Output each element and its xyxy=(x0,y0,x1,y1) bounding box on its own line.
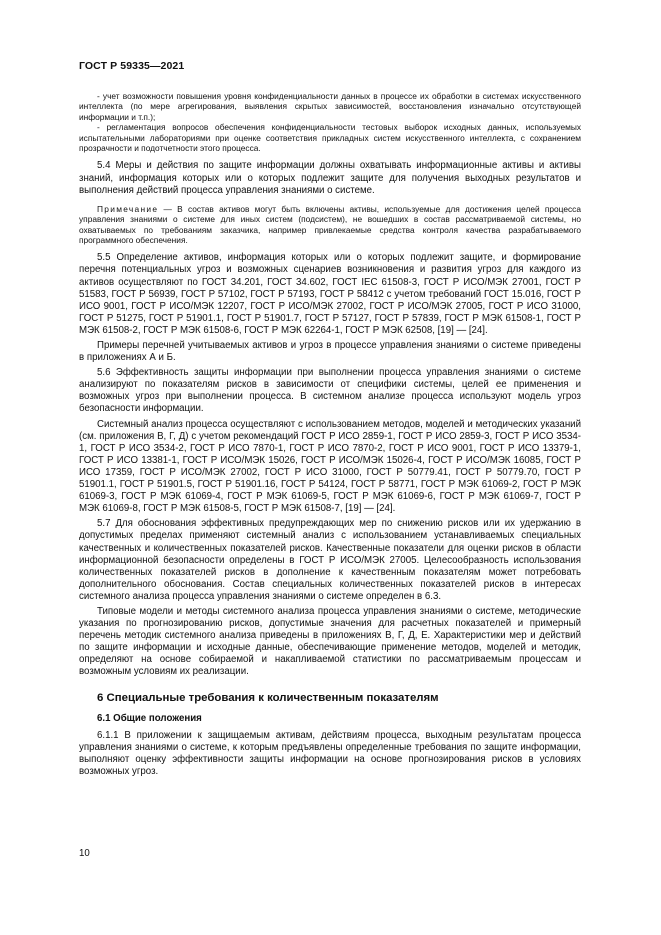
paragraph-5-6: 5.6 Эффективность защиты информации при выполнении процесса управления знаниями о системе анализируют по показателям рисков в зависимости от специфики системы, целей ее применения и возможных угроз при выполнении процесса. В системном анализе процесса используют модель угроз безопасности информации. xyxy=(79,367,581,415)
page-number: 10 xyxy=(79,848,90,859)
paragraph-6-1-1: 6.1.1 В приложении к защищаемым активам, действиям процесса, выходным результатам процесса управления знаниями о системе, к которым предъявлены определенные требования по защите информации, выполняют оценку эффективности защиты информации на основе прогнозирования рисков в условиях возможных угроз. xyxy=(79,729,581,777)
document-header: ГОСТ Р 59335—2021 xyxy=(79,60,185,72)
paragraph-system-analysis: Системный анализ процесса осуществляют с использованием методов, моделей и методических указаний (см. приложения В, Г, Д) с учетом рекомендаций ГОСТ Р ИСО 2859-1, ГОСТ Р ИСО 2859-3, ГОСТ Р ИСО 3534-1, ГОСТ Р ИСО 3534-2, ГОСТ Р ИСО 7870-1, ГОСТ Р ИСО 7870-2, ГОСТ Р ИСО 9001, ГОСТ Р ИСО 13379-1, ГОСТ Р ИСО 13381-1, ГОСТ Р ИСО/МЭК 15026, ГОСТ Р ИСО/МЭК 15026-4, ГОСТ Р ИСО/МЭК 16085, ГОСТ Р ИСО 17359, ГОСТ Р ИСО/МЭК 27002, ГОСТ Р ИСО 31000, ГОСТ Р 50779.41, ГОСТ Р 50779.70, ГОСТ Р 51901.1, ГОСТ Р 51901.5, ГОСТ Р 51901.16, ГОСТ Р 54124, ГОСТ Р 58771, ГОСТ Р МЭК 61069-2, ГОСТ Р МЭК 61069-3, ГОСТ Р МЭК 61069-4, ГОСТ Р МЭК 61069-5, ГОСТ Р МЭК 61069-6, ГОСТ Р МЭК 61069-7, ГОСТ Р МЭК 61069-8, ГОСТ Р МЭК 61508-5, ГОСТ Р МЭК 61508-7, [19] — [24]. xyxy=(79,418,581,515)
paragraph-5-7: 5.7 Для обоснования эффективных предупреждающих мер по снижению рисков или их удержанию в допустимых пределах применяют системный анализ с использованием устанавливаемых специальных качественных и количественных показателей рисков. Качественные показатели для оценки рисков в области информационной безопасности определены в ГОСТ Р ИСО/МЭК 27005. Целесообразность использования количественных показателей рисков в дополнение к качественным показателям может потребовать дополнительного обоснования. Состав специальных количественных показателей рисков в интересах системного анализа процесса управления знаниями о системе определен в 6.3. xyxy=(79,518,581,602)
paragraph-5-5: 5.5 Определение активов, информация которых или о которых подлежит защите, и формирование перечня потенциальных угроз и возможных сценариев возникновения и развития угроз для каждого из активов осуществляют по ГОСТ 34.201, ГОСТ 34.602, ГОСТ IEC 61508-3, ГОСТ Р ИСО/МЭК 27001, ГОСТ Р 51583, ГОСТ Р 56939, ГОСТ Р 57102, ГОСТ Р 57193, ГОСТ Р 58412 с учетом требований ГОСТ 15.016, ГОСТ Р ИСО 9001, ГОСТ Р ИСО/МЭК 12207, ГОСТ Р ИСО/МЭК 27002, ГОСТ Р ИСО/МЭК 27005, ГОСТ Р ИСО 31000, ГОСТ Р 51275, ГОСТ Р 51901.1, ГОСТ Р 51901.7, ГОСТ Р 57127, ГОСТ Р 57839, ГОСТ Р МЭК 61508-1, ГОСТ Р МЭК 61508-2, ГОСТ Р МЭК 61508-6, ГОСТ Р МЭК 62264-1, ГОСТ Р МЭК 62508, [19] — [24]. xyxy=(79,252,581,336)
bullet-confidentiality-growth: - учет возможности повышения уровня конфиденциальности данных в процессе их обработки в системах искусственного интеллекта (по мере агрегирования, выявления скрытых зависимостей, восстановления изначально отсутствующей информации и т.п.); xyxy=(79,91,581,122)
note-paragraph xyxy=(79,204,581,246)
note-label: Примечание xyxy=(97,203,159,214)
subsection-title: 6.1 Общие положения xyxy=(97,712,202,724)
section-title: 6 Специальные требования к количественным показателям xyxy=(97,691,439,704)
bullet-test-samples: - регламентация вопросов обеспечения конфиденциальности тестовых выборок исходных данных, используемых испытательными лабораториями при оценке соответствия прикладных систем искусственного интеллекта, с сохранением прозрачности и подотчетности этого процесса. xyxy=(79,122,581,154)
paragraph-5-4: 5.4 Меры и действия по защите информации должны охватывать информационные активы и активы знаний, информация которых или о которых подлежит защите для получения выходных результатов и выполнения действий процесса управления знаниями о системе. xyxy=(79,160,581,196)
paragraph-examples: Примеры перечней учитываемых активов и угроз в процессе управления знаниями о системе приведены в приложениях А и Б. xyxy=(79,340,581,364)
note-text: — В состав активов могут быть включены активы, используемые для достижения целей процесса управления знаниями о системе для иных систем (подсистем), не вошедших в состав рассматриваемой системы, но охватываемых по требованиям заказчика, например привлекаемые средства контроля качества разрабатываемого программного обеспечения. xyxy=(79,203,581,245)
page-content xyxy=(79,91,581,778)
paragraph-typical-models: Типовые модели и методы системного анализа процесса управления знаниями о системе, методические указания по прогнозированию рисков, допустимые значения для расчетных показателей и примерный перечень методик системного анализа приведены в приложениях В, Г, Д, Е. Характеристики мер и действий по защите информации и исходные данные, обеспечивающие применение методов, моделей и методик, определяют на основе собираемой и накапливаемой статистики по рассматриваемым процессам и возможным условиям их реализации. xyxy=(79,605,581,678)
